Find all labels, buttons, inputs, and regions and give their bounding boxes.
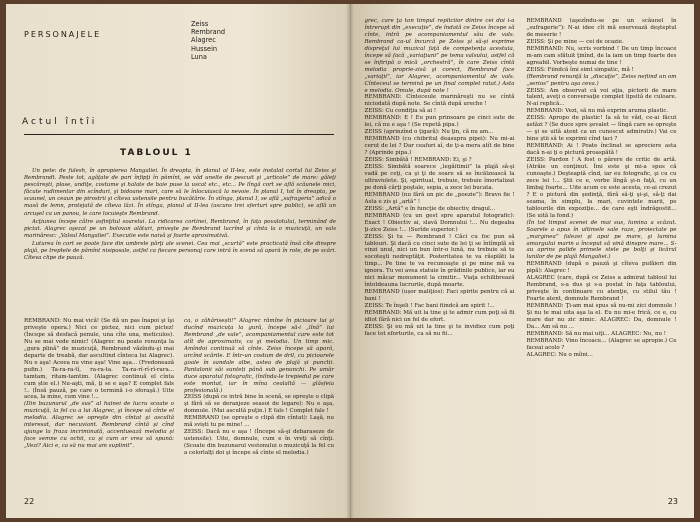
stage-direction-paragraph: Acţiunea începe către asfinţitul soarelui. La ridicarea cortinei, Rembrand, în fața povalotului, terminând de pictat. Alagrec aşezat pe un bolovan alături, priveşte pe Rembrand lucrînd şi cînta la o muzicuţă, un vals marinăresc: „Valsul Mangaliei”. Executie este naivă şi foarte aproximativă. bbox=[24, 218, 336, 239]
dialogue-block: ZEISS: Apropo de plastic! Ia să te văd, ce-ai făcut astăzi ? (Se duce spre şevalet — lîngă care se opreşte — şi se uită atent ca un cunoscut admirativ.) Vai ce bine ştii să te exprimi cînd taci ? bbox=[526, 115, 677, 143]
dialogue-block: REMBRAND: Nu mai vică! (Se dă un pas înapoi şi îşi priveşte opera.) Nici ce pictez, nici cum pictez! (Începe să desfacă penule, una cîte una, meticulos). Nu se mai vede nimic! (Alagrec nu poate renunţa la „gura plină” de muzicuţă, Rembrand văzîndu-şi mai departe de treabă, dar ascultind cînteca lui Alagrec). Nu e aşa! Aceea nu vine aşa! Vine aşa... (Fredonează pufin.) Ta-ra-ra-tî, ra-ra-ta. Ta-ra-rî-rî-rî-rara... tamtam, ritam-tamtim. (Alagrec continuă el cînta cum știe el.) Nu-aşti, mă, ţi se e aşa? E complet fals !.. (Însă pauză, pe care o termină i-o sforaşă.) Uite acea, la mine, cum vine !... bbox=[24, 318, 174, 401]
right-page bbox=[351, 4, 695, 518]
dialogue-block: REMBRAND: Nu, scris vorbind ! De un timp încoace m-am cam sfătuit ţinînd, de la iam un timp foarte des agreabil. Vorbeşte numai de tine ! bbox=[526, 45, 677, 66]
dialogue-block: REMBRAND: Mă uit la tine şi te admir cum poţi să fii idiot fără nici un fel de efort. bbox=[364, 310, 515, 323]
dialogue-block: REMBRAND (cu un gest spre aparatul fotografic): Exact ! Obiectiv ai, slavă Domnului !... Nu degeaba ţi-zice Zeiss !... (Surîde superior.) bbox=[364, 212, 515, 233]
dialogue-block: ZEISS (aprinzînd o ţigară): Nu ţin, că nu am... bbox=[364, 129, 494, 136]
dialogue-block: ZEISS: Pardon ! A fost o părere de critic de artă. (Atrăie un conţinut. Îmi este şi mi-a spus că cunoaşte.) Deşteaptă cînd, iar eu fotografic, şi cu cu zece lei !... Ştii ce e, vorbe lîngă şi-n faţă, cu un limbaj foarte... Uite acum ce este acesta, ce-ai crezut ? E o pictură din şedinţă, fără să-ţi şi-şi, să-ţi dai seama, în simplu, la mari, cuvintele marii, pe tablourile din expoziţie... de care eşti îndrăgostit... (Se uită la fond.) bbox=[526, 157, 677, 219]
dialogue-block: REMBRAND: E ! Eu pun prinsoare pe cinci sute de lei, că nu e aşa ! (Se repetă pipa.) bbox=[364, 115, 515, 129]
dialogue-block: REMBRAND: Vino încoace... (Alagrec se apropie.) Ce faceai acolo ? bbox=[526, 337, 677, 351]
right-text-column-2 bbox=[527, 18, 677, 359]
dialogue-block: ALAGREC (care, după ce Zeiss a admirat tabloul lui Rembrand, s-a dus şi s-a postat în faţa tabloului, priveşte în continuare cu atenţie, cu stilul tău ! Foarte atent, domnule Rembrand ! bbox=[526, 275, 677, 303]
dialogue-block: REMBRAND (ușor maliţios): Faci spirite pentru că ai bani ! bbox=[364, 289, 515, 303]
cast-name: Rembrand bbox=[191, 28, 226, 37]
dialogue-block: ZEISS: Şi eu mă uit la tine şi te invidiez cum poţi face tot eforturile, ca să nu fii... bbox=[364, 323, 515, 337]
stage-direction-paragraph: Un pete: de fulesh, în apropierea Mangaliei. În dreapta, în planul al II-lea, este instalat cortul lui Zeiss şi Rembrandt. Peste tot, agăţate de pari înfipţi în pămînt, se văd unelte de pescuit şi „articole” de mare: găleţi pescăreşti, plase, undiţe, costume şi halate de baie puse la uscat etc., etc... Pe lîngă cort se află scăunele mici, făcute rudimentar din scînduri, şi bidoane mari, care să le înlocuiască la nevoie. În planul I, tot în dreapta, pe scaunel, un ceaun pe pirostrii şi cîteva ustensile pentru bucătărie. În stînga, planul I, se află „sufrageria” adică o masă de lemn, protejată de cîteva lăzi. În stînga, planul al II-lea (ascuns trei sferturi spre public), se află un arcuşel ca un panou, le care locuieşte Rembrand. bbox=[24, 168, 336, 217]
dialogue-block: ZEISS: Fiindcă îmi simt simpatic, mă ! bbox=[526, 66, 634, 73]
page-number: 22 bbox=[24, 497, 35, 506]
dialogue-block: REMBRAND: Ai ! Poate înclinat se apreciere asta dacă n-ai ţi o pictură proaspătă ! bbox=[526, 143, 677, 157]
dialogue-block: ZEISS: Şi pe mine — cei de ocazie. bbox=[526, 38, 624, 45]
right-text-column-1 bbox=[365, 18, 515, 338]
characters-heading: PERSONAJELE bbox=[24, 30, 102, 39]
tableau-title: TABLOUL 1 bbox=[120, 148, 193, 158]
dialogue-block: ZEISS: „Artă” e în funcţie de obiectiv, dragul... bbox=[364, 205, 496, 212]
cast-name: Zeiss bbox=[191, 20, 209, 28]
dialogue-block: REMBRAND (după o pauză şi cîteva pufăieri din pipă): Alagrec ! bbox=[526, 261, 677, 275]
stage-note: grec, care ţa ton timpul repliciior dintre cei doi i-a întrerupt din „execuție”, de îndată ce Zeiss începe să cînte, intră pe acompaniamentul său de vals. Rembrand ca-ul încurcă pe Zeiss şi să-şi exprime dispreţul lui muzical faţă de competenţa acestuia, începe să facă „variaţiuni” pe tema valsului, astfel că se înfiripă o mică „orchestră”, în care Zeiss cîntă melodia proprie-zisă şi corect, Rembrand face „variaţii”, iar Alagrec, acompaniamentul de vals. Cînteceul se termină pe un final complet ratat.) Asta e melodia. Omule, după note ! bbox=[364, 18, 515, 94]
left-text-column-2 bbox=[184, 318, 334, 457]
cast-list bbox=[191, 20, 225, 61]
dialogue-block: ZEISS: Şi tu — Rembrand ! Căci cu foc pun să tablouri. Şi dacă cu cinci sute de lei ţi se întîmplă să vinzi unul, nici un bun într-o lună, nu trebuie să te socoteşti nedreptăţit. Posteritatea te va răsplăti la timp... Pe tine te va recunoaşte şi pe mine mă va ignora. Tu vei avea statuie în grădinile publice, iar eu nici măcar monument la cimitir... Viaţa echilibrează întotdeauna lucrurile, după moarte. bbox=[364, 233, 515, 289]
dialogue-block: REMBRAND: Cînteceule marinăreşti nu se cîntă niciodată după note. Se cîntă după ureche ! bbox=[364, 94, 515, 108]
left-text-column-1 bbox=[24, 318, 174, 450]
left-page bbox=[6, 4, 351, 518]
dialogue-block: ZEISS: Dacă nu e aşa ! (Începe să-şi debaraseze de ustensile). Uite, domnule, cum e în vreţi să cînţi. (Scoate din buzunarul vestonului o muzicuţă la fel cu a celorlalţi doi şi începe să cînte el melodia.) bbox=[184, 429, 334, 457]
cast-name: Alagrec bbox=[191, 36, 216, 45]
act-divider bbox=[24, 134, 334, 135]
stage-direction-paragraph: Luturea în cort se poate face din umbrele părţi ale scenei. Cea mai „scurtă” este practicată însă cîte dinspre plajă, pe treptele de pămînt nisiposale, astfel ca fiecare personaj care intră în scenă să apară în rote, de pe scări. Cîteva clipe de pauză. bbox=[24, 240, 336, 262]
dialogue-block: ZEISS: Simbătă ! REMBRAND: Ei, şi ? bbox=[364, 157, 472, 164]
page-number: 23 bbox=[667, 497, 678, 506]
stage-directions bbox=[24, 168, 336, 263]
dialogue-block: ZEISS: Am observat că voi aţia, pictorii de mare talent, aveţi o conversaţie complet lipsită de culoare. N-ai replică... bbox=[526, 87, 677, 108]
dialogue-block: REMBRAND (se opreşte o clipă din cîntat): Laşă, nu mă sviști tu pe mine! ... bbox=[184, 415, 334, 429]
dialogue-block: REMBRAND (cu chibritul deasupra pipei): Nu mi-ai cerut de lei ? Dar ceafuri aî, de ţi-a mera atît de bine ? (Aprinde pipa.) bbox=[364, 136, 515, 157]
dialogue-block: ZEISS: Simbătă soarece „legăitimii” la plajă să-şi vadă pe ceţi, ca şi ţi de soare să se încălzească la ultraviolete. Şi, spiritual, trebuie, trebuie îmortalizat pe donă cărţi poştale, sepia, a zece lei bucata. bbox=[364, 164, 515, 191]
dialogue-block: ZEISS: Te înşeli ! Fac bani fiindcă am spirit !... bbox=[364, 303, 495, 310]
stage-note: (Rembrand renunţă la „discuţie”, Zeiss nefiind un om „serios” pentru aşa ceva.) bbox=[526, 73, 677, 87]
dialogue-block: REMBRAND (nu fără un pic de „poezie”): Bravo fie ! Asta e zis şi „artă” ! bbox=[364, 191, 515, 205]
stage-note: ca, o zăhărisești!” Alagrec rămîne în picioare lui şi ducînd muzicuța la gură, începe să-i „lînă” lui Rembrand „de vale”, acompaniamentul care este tot atît de aproximativ, ca şi melodia. Un timp mic. Amîndoi continuă să cînte. Zeiss începe să apară, urcînd scările. E într-un costum de dril, cu picioarele goale în sandale albe, astea de plajă și punctii. Pantalonii săi sunteți până sub genunchi. Pe umăr duce aparatul fotografic, (înlînda-le trepiedul pe care este montat, iar în mîna cealaltă — glăsfeia profesională.) bbox=[184, 318, 334, 394]
dialogue-block: REMBRAND (aşezîndu-se pe un scăunel în „sufragerie”): N-ai idee cît mă enervează deşteptul de meserie ! bbox=[526, 18, 677, 38]
act-title: Actul întîi bbox=[22, 117, 98, 127]
cast-name: Luna bbox=[191, 52, 207, 61]
book-gutter bbox=[346, 4, 354, 518]
stage-note: (Din buzunarul „de sus” al hainei de lucru scoate o muzicuţă, la fel cu a lui Alagrec, şi începe să cînte el melodia. Alagrec se opreşte din cîntat şi ascultă interesat, dar necuviant. Rembrand cîntă şi cînd ajunge la fraza incriminată, accentuează melodia şi face semne cu ochii, ca şi cum ar vrea să spună: „Vezi? Aici e, ca să nu mai am suplinit”. bbox=[24, 401, 174, 450]
dialogue-block: REMBRAND: Vezi, să nu mă exprim aruma plastic. bbox=[526, 108, 669, 115]
stage-note: (În tot timpul scenei de mai sus, lumina a scăzut. Soarele a apus în ultimele sale raze, proiectate pe „marginea” falezei şi apoi pe mare, şi lumina amurgului marin a început să vină dinspre mare... S-au aprins palide primele stele pe bolţi şi licărul lunilor de pe plajă Mangaliei.) bbox=[526, 219, 677, 261]
dialogue-block: ZEISS (după ce intră bine în scenă, se opreşte o clipă şi fără să se deranjeze seasoi de legare): Nu e aşa, domnule. (Mai ascultă puţin.) E fals ! Complet fals ! bbox=[184, 394, 334, 415]
cast-name: Hussein bbox=[191, 44, 218, 53]
dialogue-block: REMBRAND: Ţi-am mai spus să nu-mi zici domnule ! Şi nu te mai uita aşa la el. Eu nu mi-e frică, ce e, cu mare dar nu zic nimic. ALAGREC: Da, domnule ! Da... Am să nu ... bbox=[526, 303, 677, 330]
dialogue-block: ZEISS: Cu condiţia să ai ! bbox=[364, 108, 437, 115]
dialogue-block: ALAGREC: Nu o mîini... bbox=[526, 351, 593, 358]
dialogue-block: REMBRAND: Să nu mai uiţi... ALAGREC: Nu, nu ! bbox=[526, 330, 667, 337]
book-spread bbox=[6, 4, 694, 518]
